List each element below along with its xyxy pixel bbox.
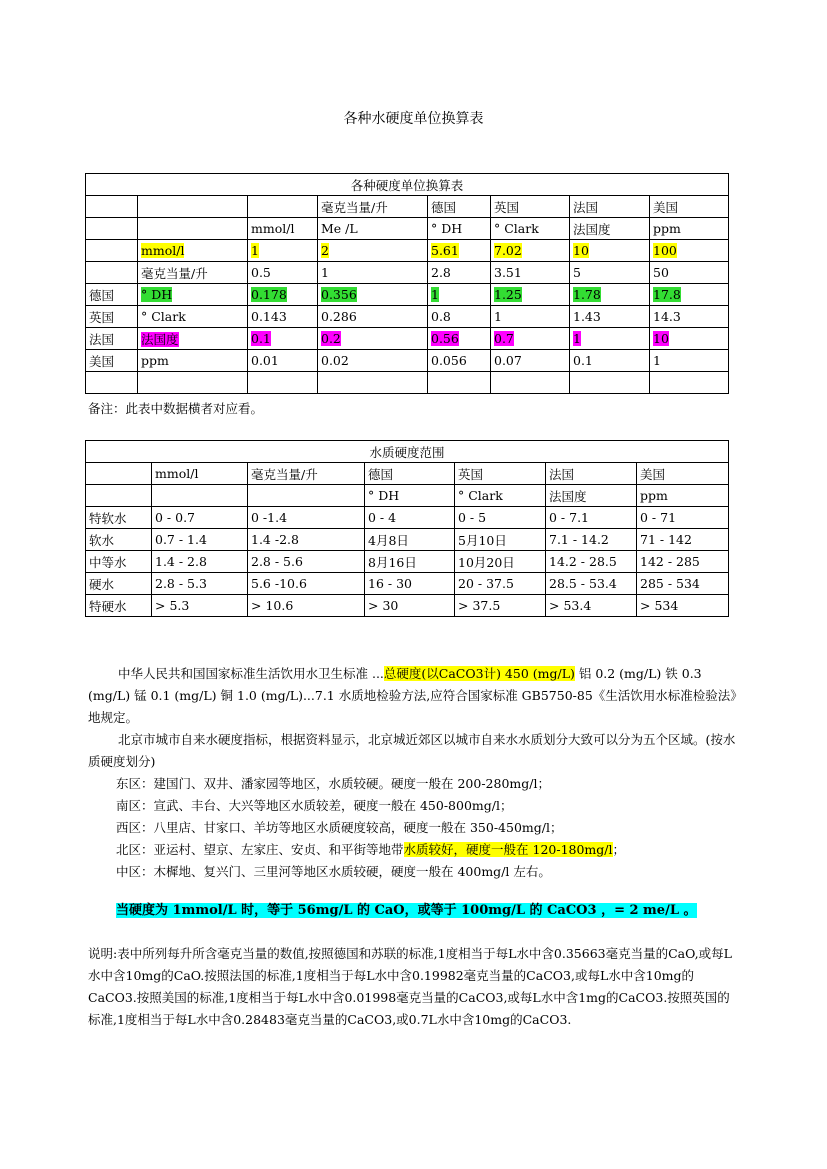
header-cell — [86, 463, 152, 485]
row-group-cell — [86, 240, 138, 262]
range-cell: 4月8日 — [365, 529, 455, 551]
value-cell — [650, 306, 729, 328]
row-unit-cell — [138, 284, 248, 306]
value-cell — [491, 372, 570, 394]
value-text: 0.56 — [431, 331, 459, 346]
header-cell: 毫克当量/升 — [248, 463, 365, 485]
row-unit-cell — [138, 262, 248, 284]
range-cell: 8月16日 — [365, 551, 455, 573]
range-cell: 14.2 - 28.5 — [546, 551, 637, 573]
table-row — [86, 262, 729, 284]
table-header-row — [86, 218, 729, 240]
value-text: 0.056 — [431, 353, 467, 368]
range-cell: 10月20日 — [455, 551, 546, 573]
row-group-cell — [86, 372, 138, 394]
row-group-cell-text: 德国 — [89, 287, 115, 303]
header-cell — [86, 485, 152, 507]
range-cell: 1.4 - 2.8 — [152, 551, 248, 573]
value-text: 0.5 — [251, 265, 271, 280]
value-cell — [570, 284, 650, 306]
row-group-cell — [86, 350, 138, 372]
row-unit-cell — [138, 306, 248, 328]
conversion-highlight: 当硬度为 1mmol/L 时，等于 56mg/L 的 CaO，或等于 100mg/L 的 CaCO3 ，= 2 me/L 。 — [116, 903, 697, 918]
region-north — [116, 839, 625, 861]
range-cell: 0 - 71 — [637, 507, 729, 529]
header-cell: ° DH — [365, 485, 455, 507]
header-cell — [152, 485, 248, 507]
table-row — [86, 328, 729, 350]
value-cell — [491, 284, 570, 306]
header-cell: ° DH — [428, 218, 491, 240]
row-group-cell — [86, 328, 138, 350]
value-text: 1 — [251, 243, 259, 258]
value-text: 1 — [494, 309, 502, 324]
range-cell: 20 - 37.5 — [455, 573, 546, 595]
value-text: 5 — [573, 265, 581, 280]
region-center: 中区：木樨地、复兴门、三里河等地区水质较硬，硬度一般在 400mg/l 左右。 — [116, 864, 551, 879]
value-cell — [491, 262, 570, 284]
value-text: 50 — [653, 265, 669, 280]
value-cell — [570, 240, 650, 262]
table-row — [86, 573, 729, 595]
value-text: 0.178 — [251, 287, 287, 302]
row-unit-cell-text: ° Clark — [141, 309, 186, 324]
value-cell — [318, 306, 428, 328]
value-text: 5.61 — [431, 243, 459, 258]
table-row — [86, 595, 729, 617]
range-cell: > 37.5 — [455, 595, 546, 617]
table-caption: 水质硬度范围 — [86, 441, 729, 463]
value-cell — [650, 328, 729, 350]
value-cell — [248, 350, 318, 372]
row-label-cell: 中等水 — [86, 551, 152, 573]
range-cell: 0.7 - 1.4 — [152, 529, 248, 551]
explanation-paragraph: 说明:表中所列每升所含毫克当量的数值,按照德国和苏联的标准,1度相当于每L水中含0.35663毫克当量的CaO,或每L水中含10mg的CaO.按照法国的标准,1度相当于每L水中含0.19982毫克当量的CaCO3,或每L水中含10mg的CaCO3.按照美国的标准,1度相当于每L水中含0.01998毫克当量的CaCO3,或每L水中含1mg的CaCO3.按照英国的标准,1度相当于每L水中含0.28483毫克当量的CaCO3,或0.7L水中含10mg的CaCO3. — [88, 946, 732, 1027]
value-cell — [650, 372, 729, 394]
table-note: 备注：此表中数据横者对应看。 — [88, 401, 264, 416]
value-text: 0.8 — [431, 309, 451, 324]
range-cell: 0 - 5 — [455, 507, 546, 529]
range-cell: > 534 — [637, 595, 729, 617]
table-header-row — [86, 196, 729, 218]
value-cell — [491, 328, 570, 350]
value-cell — [491, 306, 570, 328]
range-cell: 0 - 7.1 — [546, 507, 637, 529]
value-cell — [491, 240, 570, 262]
region-north-prefix: 北区：亚运村、望京、左家庄、安贞、和平街等地带 — [116, 842, 404, 857]
value-cell — [570, 350, 650, 372]
header-cell: ° Clark — [455, 485, 546, 507]
row-group-cell-text: 法国 — [89, 331, 115, 347]
row-label-cell: 特软水 — [86, 507, 152, 529]
row-unit-cell-text: mmol/l — [141, 243, 185, 258]
row-unit-cell — [138, 328, 248, 350]
row-unit-cell — [138, 350, 248, 372]
range-cell: 28.5 - 53.4 — [546, 573, 637, 595]
header-cell — [248, 485, 365, 507]
header-cell — [248, 196, 318, 218]
value-cell — [428, 240, 491, 262]
range-cell: > 5.3 — [152, 595, 248, 617]
value-text: 0.1 — [251, 331, 271, 346]
header-cell: 美国 — [650, 196, 729, 218]
range-cell: 5.6 -10.6 — [248, 573, 365, 595]
table-row — [86, 306, 729, 328]
header-cell: ° Clark — [491, 218, 570, 240]
standard-hardness-highlight: 总硬度(以CaCO3计) 450 (mg/L) — [383, 666, 575, 681]
header-cell: ppm — [650, 218, 729, 240]
header-cell — [138, 196, 248, 218]
value-text: 1 — [321, 265, 329, 280]
value-cell — [318, 262, 428, 284]
value-cell — [248, 284, 318, 306]
unit-conversion-table — [85, 173, 729, 394]
header-cell: 毫克当量/升 — [318, 196, 428, 218]
row-label-cell: 硬水 — [86, 573, 152, 595]
table-header-row — [86, 485, 729, 507]
header-cell — [86, 218, 138, 240]
row-group-cell-text: 英国 — [89, 309, 115, 325]
range-cell: 2.8 - 5.3 — [152, 573, 248, 595]
row-label-cell: 特硬水 — [86, 595, 152, 617]
row-group-cell-text: 美国 — [89, 353, 115, 369]
value-text: 10 — [573, 243, 589, 258]
value-cell — [318, 372, 428, 394]
document-title: 各种水硬度单位换算表 — [343, 111, 484, 127]
value-cell — [428, 350, 491, 372]
range-cell: 142 - 285 — [637, 551, 729, 573]
region-north-suffix: ； — [612, 842, 626, 857]
range-cell: > 10.6 — [248, 595, 365, 617]
header-cell: mmol/l — [248, 218, 318, 240]
range-cell: 1.4 -2.8 — [248, 529, 365, 551]
value-cell — [570, 306, 650, 328]
value-text: 2 — [321, 243, 329, 258]
value-cell — [248, 328, 318, 350]
value-text: 0.7 — [494, 331, 514, 346]
value-text: 1.25 — [494, 287, 522, 302]
standard-prefix: 中华人民共和国国家标准生活饮用水卫生标准 ... — [118, 666, 384, 681]
beijing-intro-paragraph: 北京市城市自来水硬度指标，根据资料显示，北京城近郊区以城市自来水水质划分大致可以分为五个区域。(按水质硬度划分) — [88, 732, 736, 769]
value-text: 1 — [431, 287, 439, 302]
value-text: 1.43 — [573, 309, 601, 324]
value-cell — [570, 372, 650, 394]
table-row — [86, 507, 729, 529]
value-text: 10 — [653, 331, 669, 346]
value-cell — [650, 240, 729, 262]
value-text: 0.286 — [321, 309, 357, 324]
range-cell: 2.8 - 5.6 — [248, 551, 365, 573]
table-row — [86, 284, 729, 306]
table-row — [86, 529, 729, 551]
value-cell — [428, 328, 491, 350]
value-text: 1.78 — [573, 287, 601, 302]
value-text: 0.01 — [251, 353, 279, 368]
row-label-cell: 软水 — [86, 529, 152, 551]
range-cell: 5月10日 — [455, 529, 546, 551]
value-text: 0.02 — [321, 353, 349, 368]
range-cell: > 30 — [365, 595, 455, 617]
value-cell — [248, 306, 318, 328]
table-row — [86, 372, 729, 394]
header-cell: 法国度 — [570, 218, 650, 240]
range-cell: 7.1 - 14.2 — [546, 529, 637, 551]
header-cell: Me /L — [318, 218, 428, 240]
row-unit-cell-text: 毫克当量/升 — [141, 265, 208, 281]
value-cell — [428, 306, 491, 328]
header-cell: ppm — [637, 485, 729, 507]
header-cell: 法国度 — [546, 485, 637, 507]
row-group-cell — [86, 284, 138, 306]
value-cell — [318, 350, 428, 372]
standard-paragraph — [88, 663, 740, 729]
value-cell — [491, 350, 570, 372]
value-text: 100 — [653, 243, 677, 258]
value-text: 17.8 — [653, 287, 681, 302]
value-text: 7.02 — [494, 243, 522, 258]
value-cell — [318, 328, 428, 350]
value-text: 2.8 — [431, 265, 451, 280]
header-cell: mmol/l — [152, 463, 248, 485]
table-caption: 各种硬度单位换算表 — [86, 174, 729, 196]
region-south: 南区：宣武、丰台、大兴等地区水质较差，硬度一般在 450-800mg/l； — [116, 798, 513, 813]
table-header-row — [86, 463, 729, 485]
row-unit-cell-text: 法国度 — [141, 331, 179, 347]
hardness-range-table — [85, 440, 729, 617]
value-cell — [570, 328, 650, 350]
value-text: 0.1 — [573, 353, 593, 368]
value-text: 0.07 — [494, 353, 522, 368]
range-cell: 0 - 0.7 — [152, 507, 248, 529]
value-cell — [428, 284, 491, 306]
value-cell — [650, 350, 729, 372]
table-row — [86, 240, 729, 262]
range-cell: 0 - 4 — [365, 507, 455, 529]
value-cell — [570, 262, 650, 284]
conversion-statement — [116, 901, 697, 921]
value-cell — [650, 262, 729, 284]
header-cell: 德国 — [365, 463, 455, 485]
header-cell — [86, 196, 138, 218]
header-cell: 英国 — [491, 196, 570, 218]
header-cell — [138, 218, 248, 240]
row-unit-cell — [138, 372, 248, 394]
row-group-cell — [86, 306, 138, 328]
value-text: 1 — [653, 353, 661, 368]
standard-suffix: 铝 0.2 (mg/L) 铁 0.3 (mg/L) 锰 0.1 (mg/L) 铜 1.0 (mg/L)...7.1 水质地检验方法,应符合国家标准 GB5750-85《生活饮用水标准检验法》地规定。 — [88, 666, 737, 725]
region-west: 西区：八里店、甘家口、羊坊等地区水质硬度较高，硬度一般在 350-450mg/l； — [116, 820, 563, 835]
row-group-cell — [86, 262, 138, 284]
value-cell — [248, 372, 318, 394]
value-cell — [428, 262, 491, 284]
range-cell: 0 -1.4 — [248, 507, 365, 529]
value-cell — [318, 240, 428, 262]
region-north-highlight: 水质较好，硬度一般在 120-180mg/l — [403, 842, 613, 857]
value-text: 1 — [573, 331, 581, 346]
header-cell: 英国 — [455, 463, 546, 485]
range-cell: 71 - 142 — [637, 529, 729, 551]
value-cell — [248, 240, 318, 262]
value-text: 0.356 — [321, 287, 357, 302]
value-text: 14.3 — [653, 309, 681, 324]
header-cell: 美国 — [637, 463, 729, 485]
range-cell: 285 - 534 — [637, 573, 729, 595]
value-cell — [428, 372, 491, 394]
range-cell: > 53.4 — [546, 595, 637, 617]
table-row — [86, 350, 729, 372]
value-text: 0.143 — [251, 309, 287, 324]
row-unit-cell-text: ppm — [141, 353, 169, 368]
table-row — [86, 551, 729, 573]
value-cell — [318, 284, 428, 306]
header-cell: 法国 — [546, 463, 637, 485]
row-unit-cell-text: ° DH — [141, 287, 173, 302]
header-cell: 法国 — [570, 196, 650, 218]
header-cell: 德国 — [428, 196, 491, 218]
value-text: 3.51 — [494, 265, 522, 280]
value-cell — [650, 284, 729, 306]
row-unit-cell — [138, 240, 248, 262]
range-cell: 16 - 30 — [365, 573, 455, 595]
value-text: 0.2 — [321, 331, 341, 346]
region-east: 东区：建国门、双井、潘家园等地区，水质较硬。硬度一般在 200-280mg/l； — [116, 776, 550, 791]
value-cell — [248, 262, 318, 284]
